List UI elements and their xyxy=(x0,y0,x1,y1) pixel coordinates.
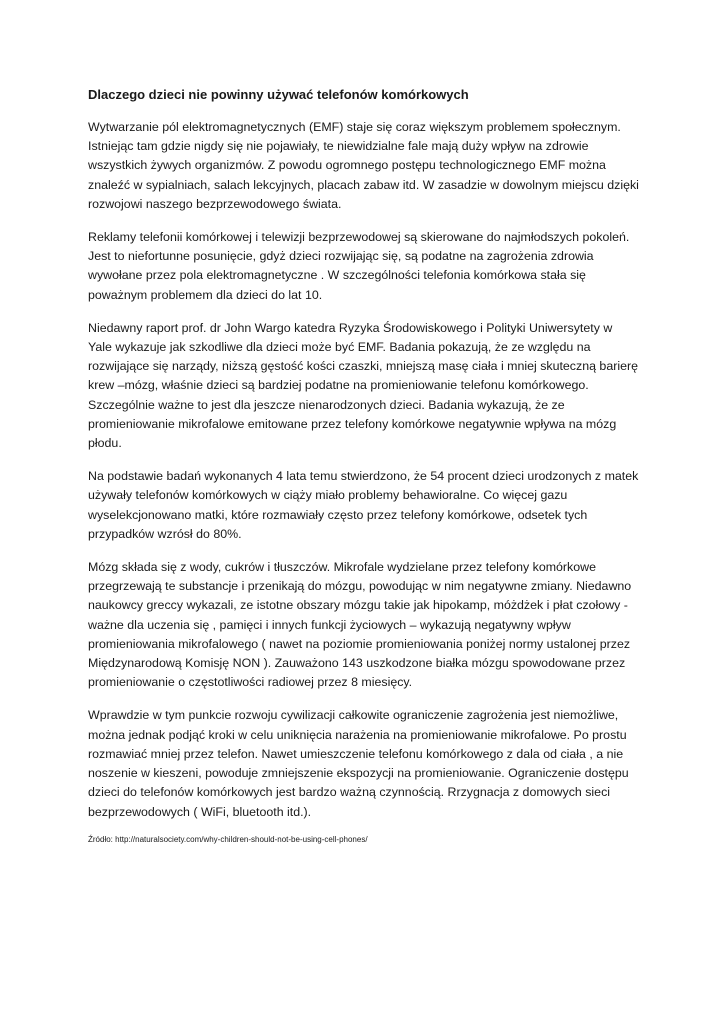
paragraph-line: płodu. xyxy=(88,436,122,451)
paragraph-line: ważne dla uczenia się , pamięci i innych funkcji życiowych – wykazują negatywny wpływ xyxy=(88,617,571,632)
paragraph-line: bezprzewodowych ( WiFi, bluetooth itd.). xyxy=(88,804,312,819)
paragraph-line: Istniejąc tam gdzie nigdy się nie pojawiały, te niewidzialne fale mają duży wpływ na zdrowie xyxy=(88,139,589,154)
paragraph-line: Niedawny raport prof. dr John Wargo katedra Ryzyka Środowiskowego i Polityki Uniwersytety w xyxy=(88,320,613,335)
paragraph-line: Reklamy telefonii komórkowej i telewizji bezprzewodowej są skierowane do najmłodszych pokoleń. xyxy=(88,230,630,245)
paragraph-line: wszystkich żywych organizmów. Z powodu ogromnego postępu technologicznego EMF można xyxy=(88,158,606,173)
paragraph-line: Wprawdzie w tym punkcie rozwoju cywilizacji całkowite ograniczenie zagrożenia jest niemożliwe, xyxy=(88,708,619,723)
paragraph-line: promieniowanie o częstotliwości radiowej przez 8 miesięcy. xyxy=(88,675,413,690)
paragraph-5 xyxy=(88,558,638,692)
paragraph-3 xyxy=(88,319,638,453)
paragraph-line: Jest to niefortunne posunięcie, gdyż dzieci rozwijając się, są podatne na zagrożenia zdrowia xyxy=(88,249,594,264)
paragraph-line: używały telefonów komórkowych w ciąży miało problemy behawioralne. Co więcej gazu xyxy=(88,488,568,503)
paragraph-line: Yale wykazuje jak szkodliwe dla dzieci może być EMF. Badania pokazują, że ze względu na xyxy=(88,340,591,355)
paragraph-line: wyselekcjonowano matki, które rozmawiały często przez telefony komórkowe, odsetek tych xyxy=(88,507,588,522)
paragraph-line: rozwijające się narządy, niższą gęstość kości czaszki, mniejszą masę ciała i mniej skuteczną barierę xyxy=(88,359,638,374)
paragraph-4 xyxy=(88,467,638,544)
paragraph-line: rozmawiać mniej przez telefon. Nawet umieszczenie telefonu komórkowego z dala od ciała , a nie xyxy=(88,746,624,761)
document-body xyxy=(88,86,638,846)
paragraph-line: promieniowania mikrofalowego ( nawet na poziomie promieniowania poniżej normy ustalonej przez xyxy=(88,636,631,651)
paragraph-line: poważnym problemem dla dzieci do lat 10. xyxy=(88,287,323,302)
paragraph-line: przypadków wzrósł do 80%. xyxy=(88,526,242,541)
paragraph-2 xyxy=(88,228,638,305)
paragraph-line: promieniowanie mikrofalowe emitowane przez telefony komórkowe negatywnie wpływa na mózg xyxy=(88,416,617,431)
page-title: Dlaczego dzieci nie powinny używać telefonów komórkowych xyxy=(88,87,469,102)
paragraph-line: Mózg składa się z wody, cukrów i tłuszczów. Mikrofale wydzielane przez telefony komórkowe xyxy=(88,560,596,575)
source-note: Źródło: http://naturalsociety.com/why-children-should-not-be-using-cell-phones/ xyxy=(88,834,368,844)
paragraph-line: rozwojowi naszego bezprzewodowego świata. xyxy=(88,196,342,211)
paragraph-line: wywołane przez pola elektromagnetyczne . W szczególności telefonia komórkowa stała się xyxy=(88,268,586,283)
paragraph-line: noszenie w kieszeni, powoduje zmniejszenie ekspozycji na promieniowanie. Ograniczenie dostępu xyxy=(88,766,629,781)
paragraph-line: znaleźć w sypialniach, salach lekcyjnych, placach zabaw itd. W zasadzie w dowolnym miejscu dzięki xyxy=(88,177,639,192)
paragraph-line: można jednak podjąć kroki w celu uniknięcia narażenia na promieniowanie mikrofalowe. Po prostu xyxy=(88,727,627,742)
paragraph-6 xyxy=(88,706,638,821)
paragraph-line: Szczególnie ważne to jest dla jeszcze nienarodzonych dzieci. Badania wykazują, że ze xyxy=(88,397,565,412)
paragraph-line: naukowcy greccy wykazali, ze istotne obszary mózgu takie jak hipokamp, móżdżek i płat czołowy - xyxy=(88,598,628,613)
paragraph-1 xyxy=(88,118,638,214)
paragraph-line: Międzynarodową Komisję NON ). Zauważono 143 uszkodzone białka mózgu spowodowane przez xyxy=(88,656,626,671)
paragraph-line: Wytwarzanie pól elektromagnetycznych (EMF) staje się coraz większym problemem społecznym. xyxy=(88,120,621,134)
paragraph-line: przegrzewają te substancje i przenikają do mózgu, powodując w nim negatywne zmiany. Niedawno xyxy=(88,579,632,594)
paragraph-line: Na podstawie badań wykonanych 4 lata temu stwierdzono, że 54 procent dzieci urodzonych z matek xyxy=(88,469,639,484)
paragraph-line: krew –mózg, właśnie dzieci są bardziej podatne na promieniowanie telefonu komórkowego. xyxy=(88,378,589,393)
paragraph-line: dzieci do telefonów komórkowych jest bardzo ważną czynnością. Rrzygnacja z domowych sieci xyxy=(88,785,611,800)
